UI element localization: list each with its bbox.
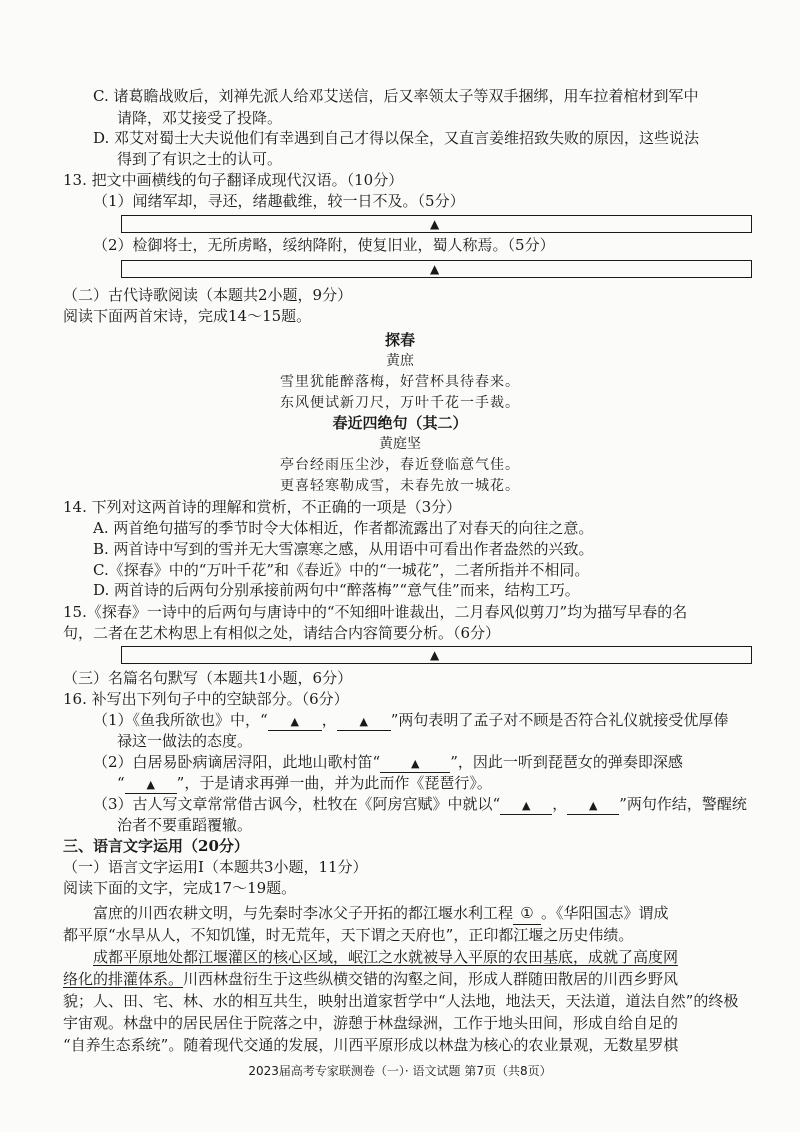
passage-p2-line1 [93,947,678,968]
q16-item2-line1 [93,752,683,773]
passage-p1-post: 。《华阳国志》谓成 [541,904,669,922]
q16-blank-3a[interactable] [500,798,552,815]
section2-heading: （二）古代诗歌阅读（本题共2小题，9分） [63,286,353,304]
option-c-line2: 请降，邓艾接受了投降。 [117,109,283,127]
q15-line1: 15.《探春》一诗中的后两句与唐诗中的“不知细叶谁裁出，二月春风似剪刀”均为描写早春的名 [63,603,688,621]
q16-item1-comma: ， [321,711,337,729]
q16-item2-line2 [117,773,492,794]
q15-answer-box[interactable] [121,646,752,664]
poem2-author: 黄庭坚 [379,436,421,452]
q16-item1-suffix: ”两句表明了孟子对不顾是否符合礼仪就接受优厚俸 [390,711,729,729]
passage-p2-line4: 宇宙观。林盘中的居民居住于院落之中，游憩于林盘绿洲，工作于地头田间，形成自给自足的 [63,1014,679,1032]
q13-stem: 13. 把文中画横线的句子翻译成现代汉语。（10分） [63,171,404,189]
q16-item3-line2: 治者不要重蹈覆辙。 [117,816,253,834]
q13-sentence-1: （1）闻绪军却，寻还，绪趣截维，较一日不及。（5分） [93,192,465,210]
passage-p2-line3: 貌；人、田、宅、林、水的相互共生，映射出道家哲学中“人法地，地法天，天法道，道法自然”的终极 [63,992,739,1010]
q14-option-b: B. 两首诗中写到的雪并无大雪凛寒之感，从用语中可看出作者盎然的兴致。 [93,540,594,558]
passage-underlined-sentence: 成都平原地处都江堰灌区的核心区域，岷江之水就被导入平原的农田基底，成就了高度网 [93,948,679,966]
part3-subheading: （一）语言文字运用Ⅰ（本题共3小题，11分） [63,858,368,876]
passage-underlined-sentence-end: 络化的排灌体系。 [63,970,184,988]
q14-option-a: A. 两首绝句描写的季节时令大体相近，作者都流露出了对春天的向往之意。 [93,519,594,537]
passage-p1-pre: 富庶的川西农耕文明，与先秦时李冰父子开拓的都江堰水利工程 [93,904,514,922]
page-footer: 2023届高考专家联测卷（一）· 语文试题 第7页（共8页） [248,1064,552,1078]
q16-blank-1b[interactable] [337,714,391,731]
q13-sentence-2: （2）检御将士，无所虏略，绥纳降附，使复旧业，蜀人称焉。（5分） [93,236,555,254]
answer-marker-icon: ▲ [430,262,440,276]
poem2-line2: 更喜轻寒勒成雪，未春先放一城花。 [280,478,520,494]
poem1-line1: 雪里犹能醉落梅，好营杯具待春来。 [280,374,520,390]
poem1-title: 探春 [384,331,415,349]
answer-marker-icon: ▲ [146,778,155,791]
q13-answer-box-2[interactable] [121,260,752,278]
q16-item2-suffix: ”，因此一听到琵琶女的弹奏即深感 [450,753,683,771]
section3-heading: （三）名篇名句默写（本题共1小题，6分） [63,669,353,687]
q16-item3-comma: ， [552,795,568,813]
poem1-author: 黄庶 [386,353,414,369]
q16-item2-line2-suffix: ”，于是请求再弹一曲，并为此而作《琵琶行》。 [176,774,492,792]
option-c-line1: C. 诸葛瞻战败后，刘禅先派人给邓艾送信，后又率领太子等双手捆绑，用车拉着棺材到军中 [93,87,699,105]
q13-answer-box-1[interactable] [121,215,752,233]
q16-item2-open-quote: “ [117,774,125,792]
section2-intro: 阅读下面两首宋诗，完成14～15题。 [63,307,312,325]
q16-item1-line2: 禄这一做法的态度。 [117,732,253,750]
q16-blank-2a[interactable] [380,756,450,773]
answer-marker-icon: ▲ [430,217,440,231]
part3-intro: 阅读下面的文字，完成17～19题。 [63,879,297,897]
q16-blank-1a[interactable] [268,714,322,731]
q16-item1-line1 [93,710,728,731]
q16-item2-prefix: （2）白居易卧病谪居浔阳，此地山歌村笛“ [93,753,381,771]
option-d-line2: 得到了有识之士的认可。 [117,150,283,168]
passage-p1-line1 [93,903,669,925]
answer-marker-icon: ▲ [521,799,531,812]
poem2-line1: 亭台经雨压尘沙，春近登临意气佳。 [280,457,520,473]
q15-line2: 句，二者在艺术构思上有相似之处，请结合内容简要分析。（6分） [63,624,501,642]
passage-p1-line2: 都平原“水旱从人，不知饥馑，时无荒年，天下谓之天府也”，正印都江堰之历史伟绩。 [63,926,634,944]
q16-blank-3b[interactable] [567,798,619,815]
answer-marker-icon: ▲ [410,757,420,770]
q16-stem: 16. 补写出下列句子中的空缺部分。（6分） [63,690,349,708]
q16-item3-suffix: ”两句作结，警醒统 [619,795,747,813]
q14-stem: 14. 下列对这两首诗的理解和赏析，不正确的一项是（3分） [63,498,462,516]
passage-p2-line5: “自养生态系统”。随着现代交通的发展，川西平原形成以林盘为核心的农业景观，无数星罗棋 [63,1036,679,1054]
answer-marker-icon: ▲ [290,715,299,728]
part3-heading: 三、语言文字运用（20分） [63,837,249,855]
poem1-line2: 东风便试新刀尺，万叶千花一手裁。 [280,395,520,411]
answer-marker-icon: ▲ [430,648,440,662]
q16-blank-2b[interactable] [125,777,177,794]
poem2-title: 春近四绝句（其二） [332,414,468,432]
q16-item3-line1 [93,794,747,815]
q16-item3-prefix: （3）古人写文章常常借古讽今，杜牧在《阿房宫赋》中就以“ [93,795,501,813]
passage-p2-line2 [63,969,678,990]
option-d-line1: D. 邓艾对蜀士大夫说他们有幸遇到自己才得以保全，又直言姜维招致失败的原因，这些说法 [93,129,700,147]
answer-marker-icon: ▲ [359,715,368,728]
passage-blank-1[interactable]: ① [513,903,541,925]
q14-option-d: D. 两首诗的后两句分别承接前两句中“醉落梅”“意气佳”而来，结构工巧。 [93,581,580,599]
answer-marker-icon: ▲ [589,799,598,812]
q14-option-c: C.《探春》中的“万叶千花”和《春近》中的“一城花”，二者所指并不相同。 [93,561,590,579]
passage-p2-rest: 川西林盘衍生于这些纵横交错的沟壑之间，形成人群随田散居的川西乡野风 [183,970,679,988]
q16-item1-prefix: （1）《鱼我所欲也》中，“ [93,711,268,729]
